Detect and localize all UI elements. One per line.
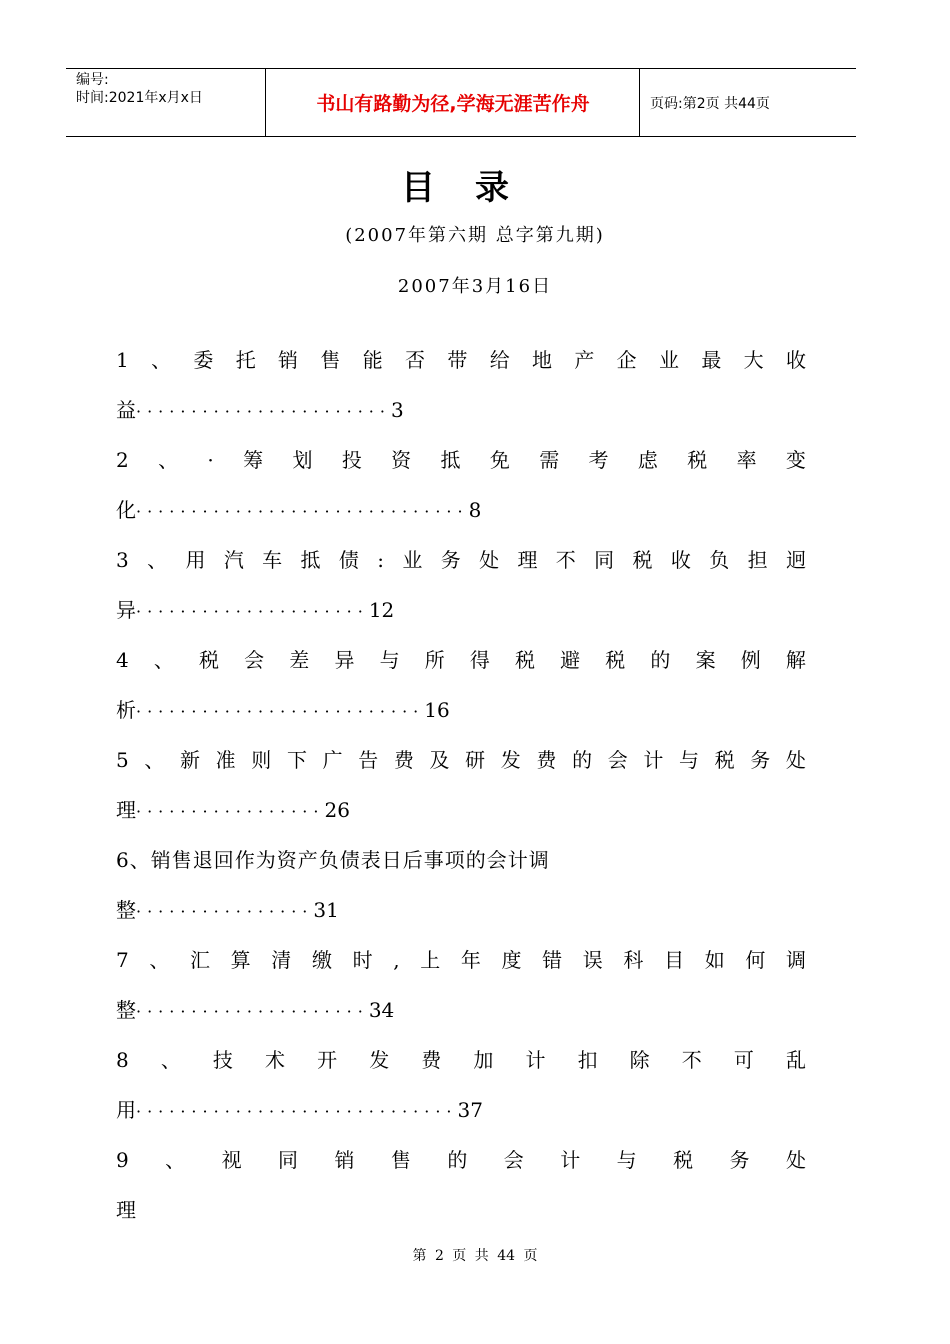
toc-entry-title: 2 、 · 筹 划 投 资 抵 免 需 考 虑 税 率 变 (116, 448, 806, 472)
header-meta-cell (66, 69, 266, 136)
toc-page-number: 3 (390, 398, 404, 422)
toc-leader-dots: ····················· (136, 602, 369, 621)
toc-entry[interactable] (116, 545, 806, 645)
toc-entry-last-char: 异 (116, 598, 136, 622)
header-table (66, 68, 856, 137)
toc-entry-continuation (116, 495, 806, 545)
toc-entry-continuation (116, 795, 806, 845)
toc-leader-dots: ················ (136, 902, 314, 921)
toc-page-number: 31 (313, 898, 339, 922)
time-label: 时间:2021年x月x日 (76, 90, 203, 106)
toc-page-number: 16 (424, 698, 450, 722)
toc-entry-continuation (116, 995, 806, 1045)
toc-entry-last-char: 析 (116, 698, 136, 722)
toc-page-number: 12 (368, 598, 395, 622)
page-title: 目录 (401, 168, 549, 208)
toc-entry-last-char: 整 (116, 998, 136, 1022)
toc-leader-dots: ·························· (136, 702, 425, 721)
page-footer: 第 2 页 共 44 页 (412, 1248, 538, 1264)
toc-entry-last-char: 理 (116, 798, 136, 822)
toc-entry-title: 3 、 用 汽 车 抵 债 : 业 务 处 理 不 同 税 收 负 担 迥 (116, 548, 806, 572)
toc-entry-last-char: 益 (116, 398, 136, 422)
toc-page-number: 34 (368, 998, 395, 1022)
toc-entry[interactable] (116, 1145, 806, 1245)
toc-page-number: 26 (324, 798, 350, 822)
toc-page-number: 8 (468, 498, 482, 522)
toc-entry-title: 8 、 技 术 开 发 费 加 计 扣 除 不 可 乱 (116, 1048, 806, 1072)
toc-leader-dots: ····························· (136, 1102, 458, 1121)
toc-entry-last-char: 理 (116, 1198, 136, 1222)
page-label: 页码:第2页 共44页 (650, 95, 770, 112)
toc-entry[interactable] (116, 645, 806, 745)
toc-entry[interactable] (116, 445, 806, 545)
toc-leader-dots: ····················· (136, 1002, 369, 1021)
toc-entry-last-char: 化 (116, 498, 136, 522)
motto-text: 书山有路勤为径,学海无涯苦作舟 (267, 69, 640, 136)
toc-entry[interactable] (116, 1045, 806, 1145)
table-of-contents (116, 345, 806, 1245)
code-label: 编号: (76, 72, 109, 88)
toc-entry[interactable] (116, 945, 806, 1045)
toc-leader-dots: ······························ (136, 502, 469, 521)
toc-page-number: 37 (457, 1098, 483, 1122)
toc-entry-title: 1 、 委 托 销 售 能 否 带 给 地 产 企 业 最 大 收 (116, 348, 806, 372)
toc-entry-continuation (116, 595, 806, 645)
toc-entry[interactable] (116, 845, 806, 945)
toc-leader-dots: ······················· (136, 402, 391, 421)
issue-date: 2007年3月16日 (397, 276, 553, 297)
toc-entry-last-char: 整 (116, 898, 136, 922)
toc-leader-dots: ················· (136, 802, 325, 821)
toc-entry-continuation (116, 1195, 806, 1245)
toc-entry-continuation (116, 1095, 806, 1145)
toc-entry-continuation (116, 395, 806, 445)
toc-entry-title: 9 、 视 同 销 售 的 会 计 与 税 务 处 (116, 1148, 806, 1172)
toc-entry[interactable] (116, 345, 806, 445)
toc-entry-title: 4 、 税 会 差 异 与 所 得 税 避 税 的 案 例 解 (116, 648, 806, 672)
toc-entry[interactable] (116, 745, 806, 845)
toc-entry-continuation (116, 695, 806, 745)
toc-entry-title: 7 、 汇 算 清 缴 时 , 上 年 度 错 误 科 目 如 何 调 (116, 948, 806, 972)
toc-entry-title: 5 、 新 准 则 下 广 告 费 及 研 发 费 的 会 计 与 税 务 处 (116, 748, 806, 772)
issue-subtitle: (2007年第六期 总字第九期) (345, 225, 605, 246)
toc-entry-continuation (116, 895, 806, 945)
toc-entry-title: 6、销售退回作为资产负债表日后事项的会计调 (116, 848, 550, 872)
toc-entry-last-char: 用 (116, 1098, 136, 1122)
